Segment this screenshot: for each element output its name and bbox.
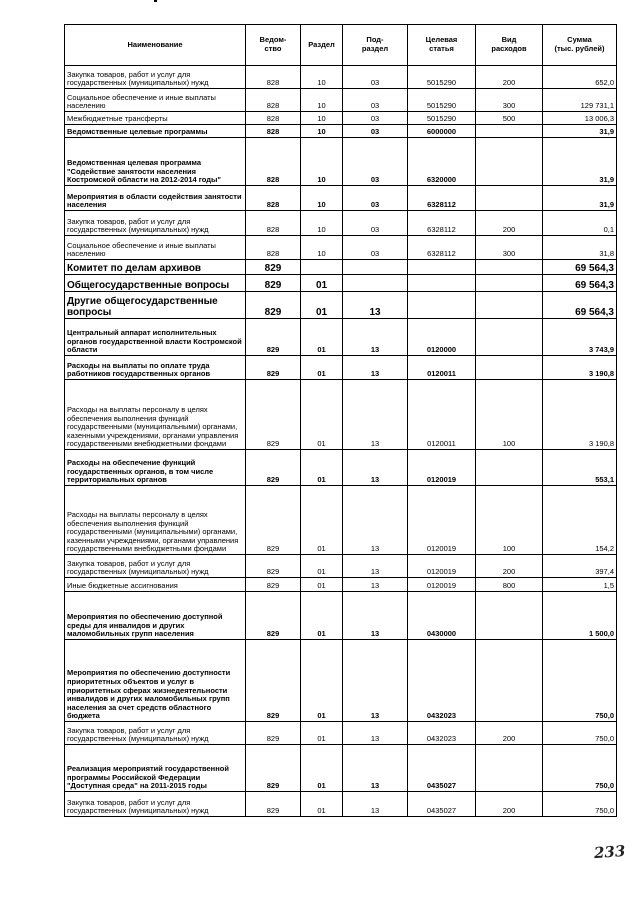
cell-dept: 829 xyxy=(246,292,301,319)
cell-dept: 828 xyxy=(246,66,301,89)
cell-name: Закупка товаров, работ и услуг для государственных (муниципальных) нужд xyxy=(65,66,246,89)
cell-name: Социальное обеспечение и иные выплаты населению xyxy=(65,236,246,260)
cell-dept: 829 xyxy=(246,578,301,592)
cell-target: 0120000 xyxy=(408,319,476,356)
table-row xyxy=(65,292,617,319)
cell-name: Ведомственные целевые программы xyxy=(65,125,246,138)
cell-exptype xyxy=(476,275,543,292)
cell-exptype xyxy=(476,640,543,722)
cell-exptype: 200 xyxy=(476,211,543,236)
cell-exptype: 500 xyxy=(476,112,543,125)
cell-target: 0435027 xyxy=(408,745,476,792)
cell-sum: 553,1 xyxy=(543,450,617,486)
cell-target: 0120011 xyxy=(408,380,476,450)
cell-target xyxy=(408,275,476,292)
cell-target: 0432023 xyxy=(408,640,476,722)
cell-sum: 750,0 xyxy=(543,792,617,817)
cell-sum: 0,1 xyxy=(543,211,617,236)
cell-section: 10 xyxy=(301,125,343,138)
cell-name: Мероприятия по обеспечению доступности приоритетных объектов и услуг в приоритетных сферах жизнедеятельности инвалидов и других маломобильных групп населения за счет средств областного бюджета xyxy=(65,640,246,722)
header-target: Целевая статья xyxy=(408,25,476,66)
cell-exptype: 300 xyxy=(476,236,543,260)
cell-subsection: 03 xyxy=(343,66,408,89)
cell-sum: 397,4 xyxy=(543,555,617,578)
cell-name: Общегосударственные вопросы xyxy=(65,275,246,292)
cell-target: 6328112 xyxy=(408,236,476,260)
cell-sum: 31,9 xyxy=(543,125,617,138)
header-subsection: Под- раздел xyxy=(343,25,408,66)
cell-exptype xyxy=(476,260,543,275)
cell-name: Расходы на выплаты персоналу в целях обеспечения выполнения функций государственными (муниципальными) органами, казенными учреждениями, органами управления государственными внебюджетными фондами xyxy=(65,380,246,450)
cell-subsection: 13 xyxy=(343,292,408,319)
cell-exptype xyxy=(476,319,543,356)
cell-sum: 3 743,9 xyxy=(543,319,617,356)
table-header-row xyxy=(65,25,617,66)
cell-target: 0432023 xyxy=(408,722,476,745)
cell-section xyxy=(301,260,343,275)
cell-sum: 1,5 xyxy=(543,578,617,592)
cell-section: 01 xyxy=(301,319,343,356)
cell-target: 5015290 xyxy=(408,66,476,89)
cell-sum: 750,0 xyxy=(543,745,617,792)
cell-exptype: 100 xyxy=(476,486,543,555)
cell-exptype: 200 xyxy=(476,792,543,817)
cell-section: 10 xyxy=(301,66,343,89)
cell-target: 0435027 xyxy=(408,792,476,817)
header-dept: Ведом- ство xyxy=(246,25,301,66)
cell-sum: 31,9 xyxy=(543,186,617,211)
budget-table xyxy=(64,24,617,817)
cell-subsection: 03 xyxy=(343,125,408,138)
cell-target: 0120011 xyxy=(408,356,476,380)
cell-section: 01 xyxy=(301,275,343,292)
cell-dept: 828 xyxy=(246,89,301,112)
cell-exptype xyxy=(476,450,543,486)
cell-name: Закупка товаров, работ и услуг для государственных (муниципальных) нужд xyxy=(65,722,246,745)
cell-target: 0430000 xyxy=(408,592,476,640)
cell-target: 0120019 xyxy=(408,450,476,486)
header-section: Раздел xyxy=(301,25,343,66)
cell-sum: 652,0 xyxy=(543,66,617,89)
cell-dept: 829 xyxy=(246,380,301,450)
cell-subsection: 13 xyxy=(343,792,408,817)
cell-name: Реализация мероприятий государственной программы Российской Федерации "Доступная среда" на 2011-2015 годы xyxy=(65,745,246,792)
cell-exptype: 800 xyxy=(476,578,543,592)
cell-name: Другие общегосударственные вопросы xyxy=(65,292,246,319)
cell-subsection: 13 xyxy=(343,640,408,722)
header-sum: Сумма (тыс. рублей) xyxy=(543,25,617,66)
cell-dept: 828 xyxy=(246,186,301,211)
header-name: Наименование xyxy=(65,25,246,66)
cell-target: 6328112 xyxy=(408,211,476,236)
scan-mark xyxy=(154,0,157,2)
cell-sum: 3 190,8 xyxy=(543,356,617,380)
cell-section: 01 xyxy=(301,380,343,450)
cell-dept: 828 xyxy=(246,112,301,125)
table-row xyxy=(65,486,617,555)
cell-name: Расходы на выплаты персоналу в целях обеспечения выполнения функций государственными (муниципальными) органами, казенными учреждениями, органами управления государственными внебюджетными фондами xyxy=(65,486,246,555)
cell-subsection: 13 xyxy=(343,745,408,792)
cell-subsection: 03 xyxy=(343,236,408,260)
cell-subsection: 03 xyxy=(343,186,408,211)
cell-subsection: 13 xyxy=(343,592,408,640)
cell-section: 01 xyxy=(301,745,343,792)
cell-exptype xyxy=(476,186,543,211)
table-row xyxy=(65,578,617,592)
cell-dept: 828 xyxy=(246,125,301,138)
cell-subsection: 13 xyxy=(343,578,408,592)
cell-section: 10 xyxy=(301,112,343,125)
cell-sum: 31,9 xyxy=(543,138,617,186)
cell-exptype xyxy=(476,292,543,319)
cell-subsection: 13 xyxy=(343,380,408,450)
cell-subsection: 13 xyxy=(343,486,408,555)
cell-name: Расходы на выплаты по оплате труда работников государственных органов xyxy=(65,356,246,380)
cell-section: 01 xyxy=(301,792,343,817)
cell-section: 01 xyxy=(301,292,343,319)
cell-sum: 750,0 xyxy=(543,640,617,722)
table-row xyxy=(65,89,617,112)
cell-section: 01 xyxy=(301,640,343,722)
cell-section: 01 xyxy=(301,722,343,745)
cell-subsection: 13 xyxy=(343,555,408,578)
cell-sum: 750,0 xyxy=(543,722,617,745)
cell-dept: 829 xyxy=(246,555,301,578)
cell-target: 6000000 xyxy=(408,125,476,138)
table-row xyxy=(65,260,617,275)
cell-exptype: 200 xyxy=(476,555,543,578)
cell-name: Мероприятия по обеспечению доступной среды для инвалидов и других маломобильных групп населения xyxy=(65,592,246,640)
cell-subsection: 03 xyxy=(343,211,408,236)
header-exptype: Вид расходов xyxy=(476,25,543,66)
table-row xyxy=(65,356,617,380)
table-row xyxy=(65,640,617,722)
cell-target: 0120019 xyxy=(408,578,476,592)
cell-dept: 829 xyxy=(246,319,301,356)
cell-dept: 829 xyxy=(246,450,301,486)
cell-section: 10 xyxy=(301,236,343,260)
cell-name: Комитет по делам архивов xyxy=(65,260,246,275)
cell-subsection: 03 xyxy=(343,138,408,186)
cell-section: 10 xyxy=(301,138,343,186)
cell-section: 01 xyxy=(301,578,343,592)
cell-section: 01 xyxy=(301,592,343,640)
cell-dept: 829 xyxy=(246,356,301,380)
cell-sum: 31,8 xyxy=(543,236,617,260)
cell-dept: 829 xyxy=(246,275,301,292)
cell-dept: 829 xyxy=(246,745,301,792)
cell-name: Закупка товаров, работ и услуг для государственных (муниципальных) нужд xyxy=(65,555,246,578)
cell-section: 01 xyxy=(301,486,343,555)
cell-target xyxy=(408,260,476,275)
cell-dept: 828 xyxy=(246,138,301,186)
table-row xyxy=(65,319,617,356)
cell-subsection: 03 xyxy=(343,112,408,125)
table-row xyxy=(65,592,617,640)
cell-dept: 829 xyxy=(246,260,301,275)
cell-name: Межбюджетные трансферты xyxy=(65,112,246,125)
table-row xyxy=(65,112,617,125)
table-row xyxy=(65,125,617,138)
cell-section: 10 xyxy=(301,186,343,211)
cell-sum: 1 500,0 xyxy=(543,592,617,640)
cell-name: Центральный аппарат исполнительных органов государственной власти Костромской области xyxy=(65,319,246,356)
table-row xyxy=(65,275,617,292)
cell-dept: 828 xyxy=(246,236,301,260)
cell-section: 01 xyxy=(301,450,343,486)
cell-exptype xyxy=(476,138,543,186)
cell-dept: 828 xyxy=(246,211,301,236)
cell-sum: 154,2 xyxy=(543,486,617,555)
table-row xyxy=(65,138,617,186)
cell-target: 0120019 xyxy=(408,555,476,578)
page-number: 233 xyxy=(593,841,626,863)
cell-exptype: 300 xyxy=(476,89,543,112)
cell-exptype: 200 xyxy=(476,722,543,745)
cell-sum: 69 564,3 xyxy=(543,260,617,275)
cell-exptype xyxy=(476,125,543,138)
cell-target: 0120019 xyxy=(408,486,476,555)
cell-subsection: 13 xyxy=(343,450,408,486)
cell-name: Расходы на обеспечение функций государственных органов, в том числе территориальных органов xyxy=(65,450,246,486)
table-row xyxy=(65,555,617,578)
cell-name: Ведомственная целевая программа "Содействие занятости населения Костромской области на 2012-2014 годы" xyxy=(65,138,246,186)
cell-exptype xyxy=(476,356,543,380)
cell-dept: 829 xyxy=(246,640,301,722)
cell-name: Закупка товаров, работ и услуг для государственных (муниципальных) нужд xyxy=(65,792,246,817)
cell-subsection xyxy=(343,260,408,275)
table-row xyxy=(65,450,617,486)
table-body xyxy=(65,66,617,817)
cell-section: 10 xyxy=(301,89,343,112)
cell-sum: 69 564,3 xyxy=(543,292,617,319)
cell-subsection: 13 xyxy=(343,319,408,356)
table-row xyxy=(65,236,617,260)
cell-subsection xyxy=(343,275,408,292)
cell-target: 6320000 xyxy=(408,138,476,186)
cell-dept: 829 xyxy=(246,486,301,555)
cell-subsection: 13 xyxy=(343,722,408,745)
cell-name: Иные бюджетные ассигнования xyxy=(65,578,246,592)
cell-dept: 829 xyxy=(246,792,301,817)
cell-section: 01 xyxy=(301,555,343,578)
table-row xyxy=(65,792,617,817)
cell-target xyxy=(408,292,476,319)
cell-target: 5015290 xyxy=(408,112,476,125)
cell-section: 01 xyxy=(301,356,343,380)
cell-subsection: 03 xyxy=(343,89,408,112)
cell-exptype: 100 xyxy=(476,380,543,450)
cell-dept: 829 xyxy=(246,722,301,745)
cell-section: 10 xyxy=(301,211,343,236)
cell-target: 5015290 xyxy=(408,89,476,112)
cell-sum: 3 190,8 xyxy=(543,380,617,450)
table-row xyxy=(65,66,617,89)
cell-sum: 69 564,3 xyxy=(543,275,617,292)
cell-name: Мероприятия в области содействия занятости населения xyxy=(65,186,246,211)
table-row xyxy=(65,380,617,450)
cell-subsection: 13 xyxy=(343,356,408,380)
cell-target: 6328112 xyxy=(408,186,476,211)
cell-sum: 129 731,1 xyxy=(543,89,617,112)
cell-sum: 13 006,3 xyxy=(543,112,617,125)
table-row xyxy=(65,211,617,236)
cell-exptype xyxy=(476,745,543,792)
cell-exptype xyxy=(476,592,543,640)
cell-exptype: 200 xyxy=(476,66,543,89)
cell-name: Закупка товаров, работ и услуг для государственных (муниципальных) нужд xyxy=(65,211,246,236)
table-row xyxy=(65,722,617,745)
cell-name: Социальное обеспечение и иные выплаты населению xyxy=(65,89,246,112)
table-row xyxy=(65,745,617,792)
cell-dept: 829 xyxy=(246,592,301,640)
table-row xyxy=(65,186,617,211)
